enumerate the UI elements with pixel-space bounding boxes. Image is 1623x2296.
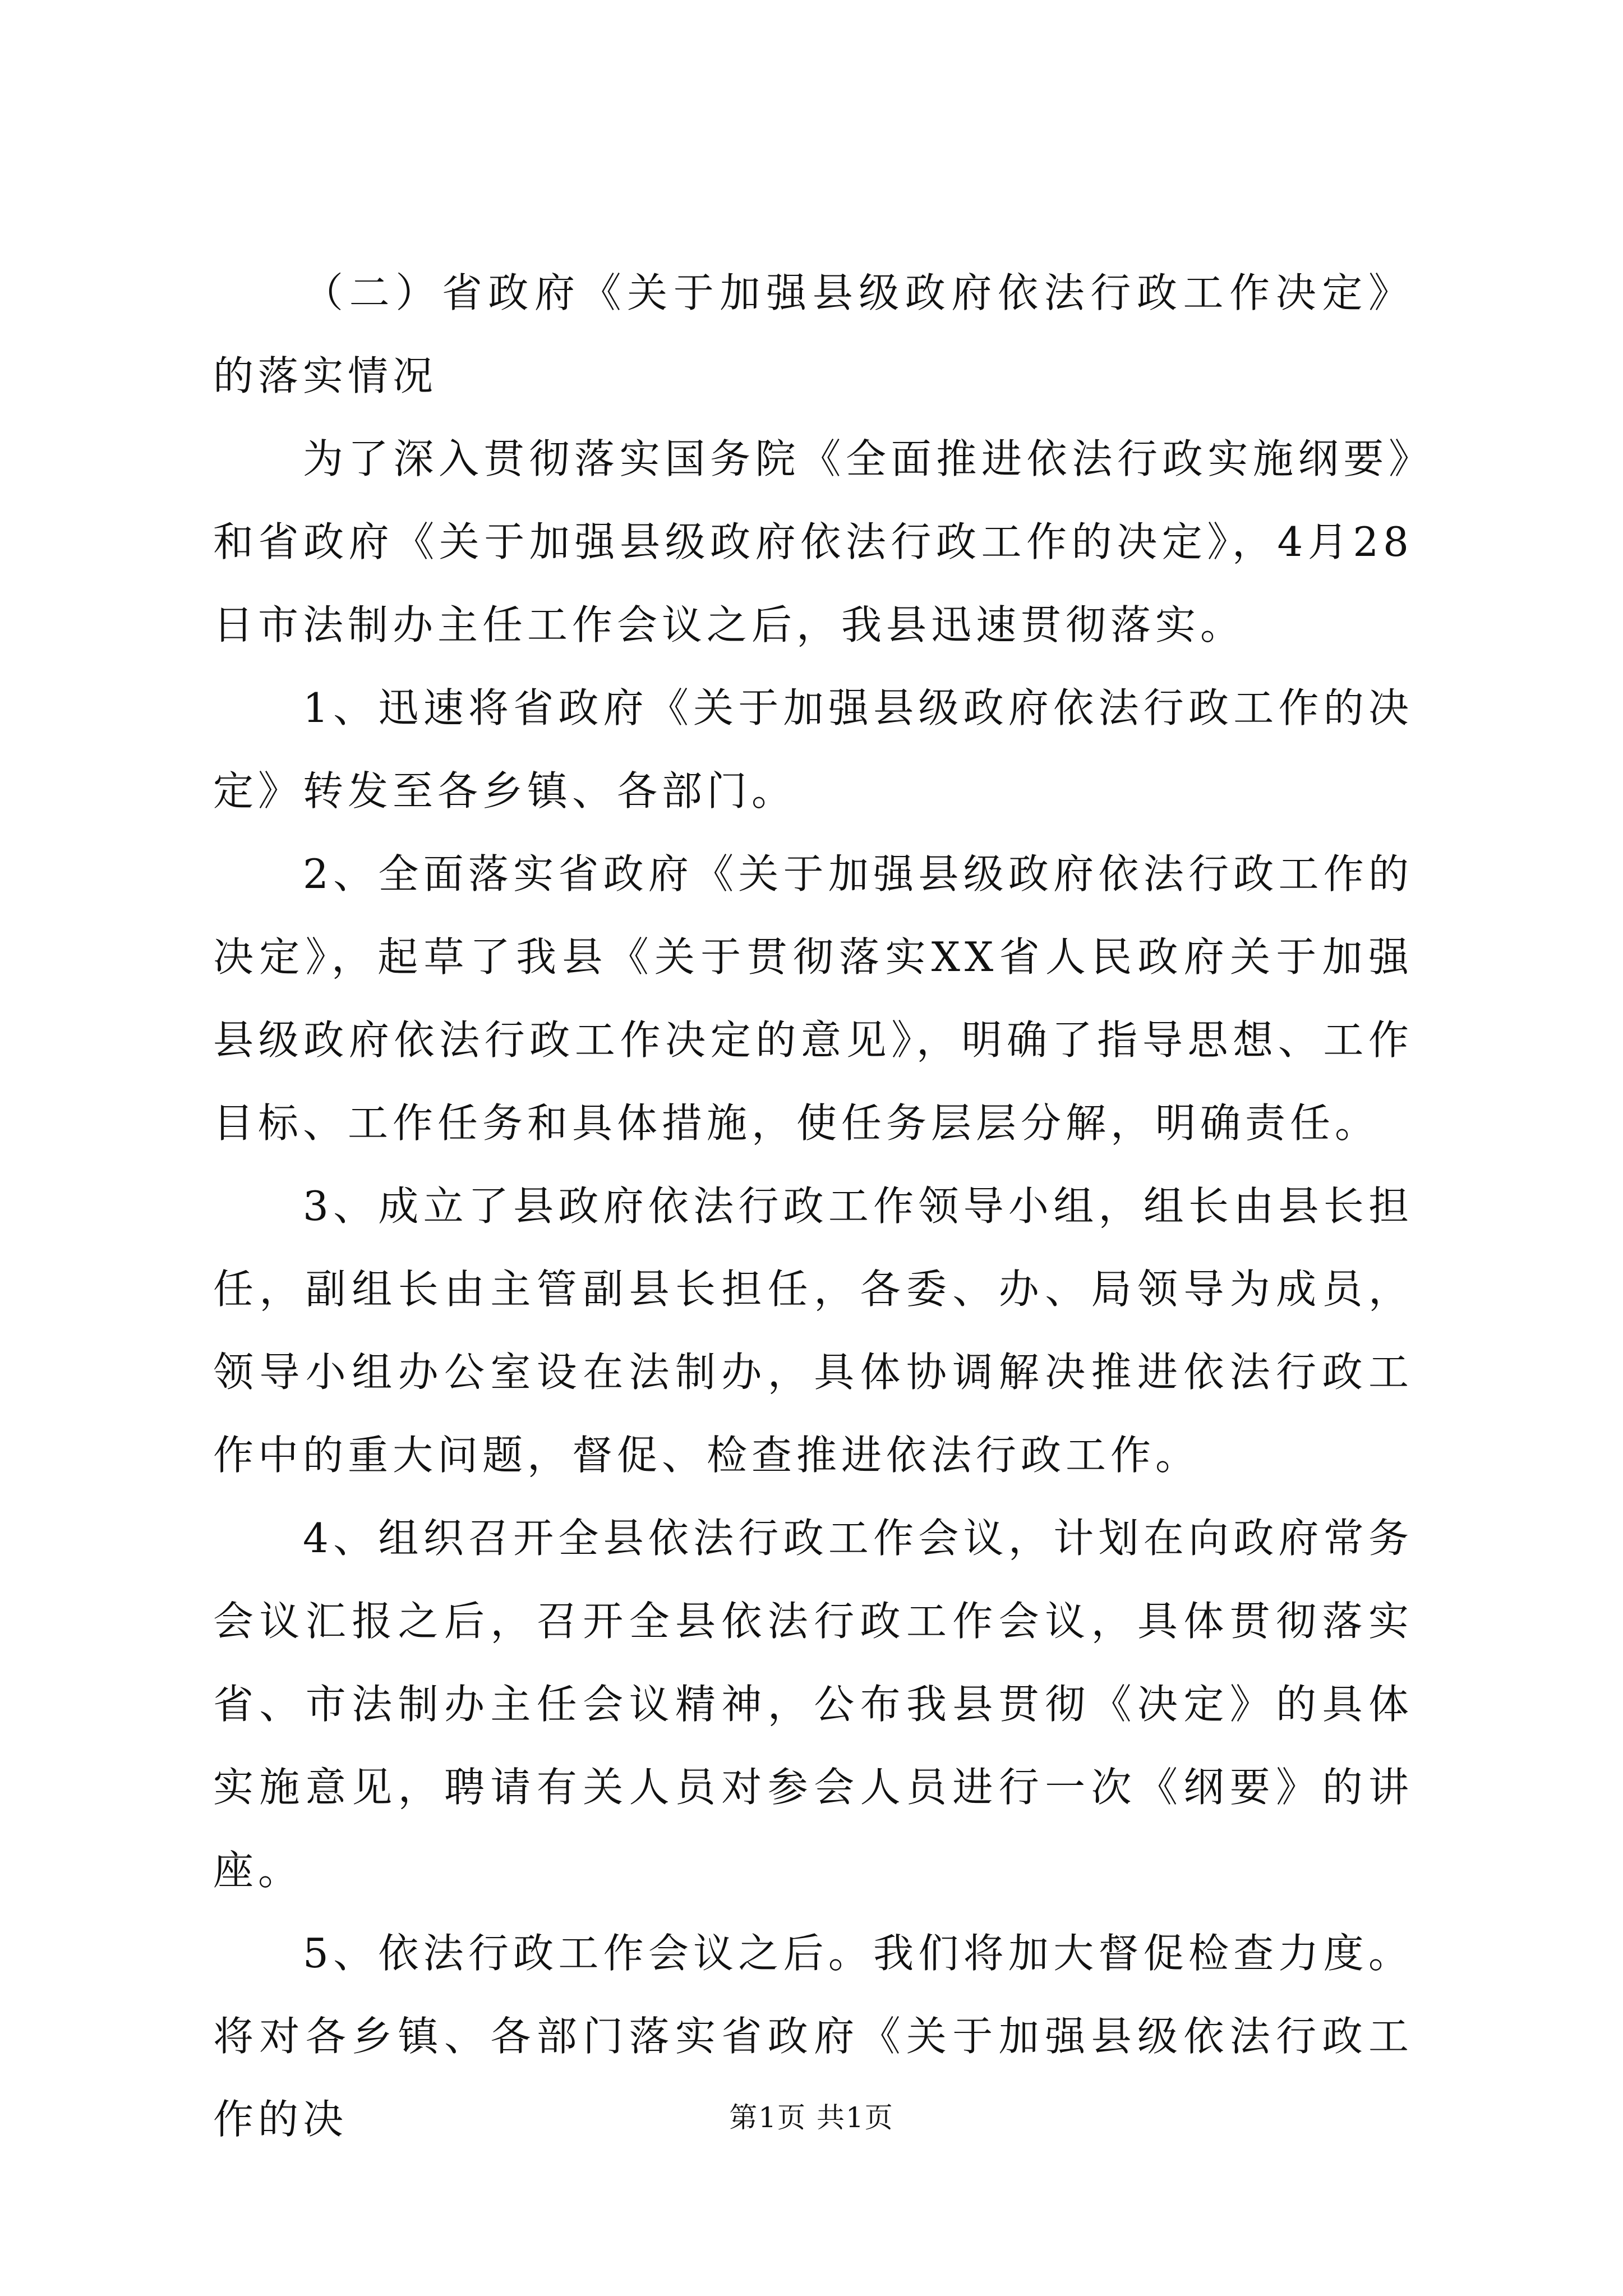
section-heading: （二）省政府《关于加强县级政府依法行政工作决定》的落实情况 xyxy=(213,269,1413,399)
intro-paragraph: 为了深入贯彻落实国务院《全面推进依法行政实施纲要》和省政府《关于加强县级政府依法行政工作的决定》，4月28日市法制办主任工作会议之后，我县迅速贯彻落实。 xyxy=(213,435,1413,648)
item-4-paragraph: 4、组织召开全县依法行政工作会议，计划在向政府常务会议汇报之后，召开全县依法行政工作会议，具体贯彻落实省、市法制办主任会议精神，公布我县贯彻《决定》的具体实施意见，聘请有关人员对参会人员进行一次《纲要》的讲座。 xyxy=(213,1515,1413,1894)
item-3-paragraph: 3、成立了县政府依法行政工作领导小组，组长由县长担任，副组长由主管副县长担任，各委、办、局领导为成员，领导小组办公室设在法制办，具体协调解决推进依法行政工作中的重大问题，督促、检查推进依法行政工作。 xyxy=(213,1182,1413,1479)
item-2-paragraph: 2、全面落实省政府《关于加强县级政府依法行政工作的决定》，起草了我县《关于贯彻落实XX省人民政府关于加强县级政府依法行政工作决定的意见》，明确了指导思想、工作目标、工作任务和具体措施，使任务层层分解，明确责任。 xyxy=(213,850,1413,1147)
document-body xyxy=(213,251,1413,2161)
page-footer: 第1页 共1页 xyxy=(729,2101,894,2134)
item-1-paragraph: 1、迅速将省政府《关于加强县级政府依法行政工作的决定》转发至各乡镇、各部门。 xyxy=(213,684,1413,815)
item-5-paragraph: 5、依法行政工作会议之后。我们将加大督促检查力度。将对各乡镇、各部门落实省政府《关于加强县级依法行政工作的决 xyxy=(213,1930,1413,2143)
